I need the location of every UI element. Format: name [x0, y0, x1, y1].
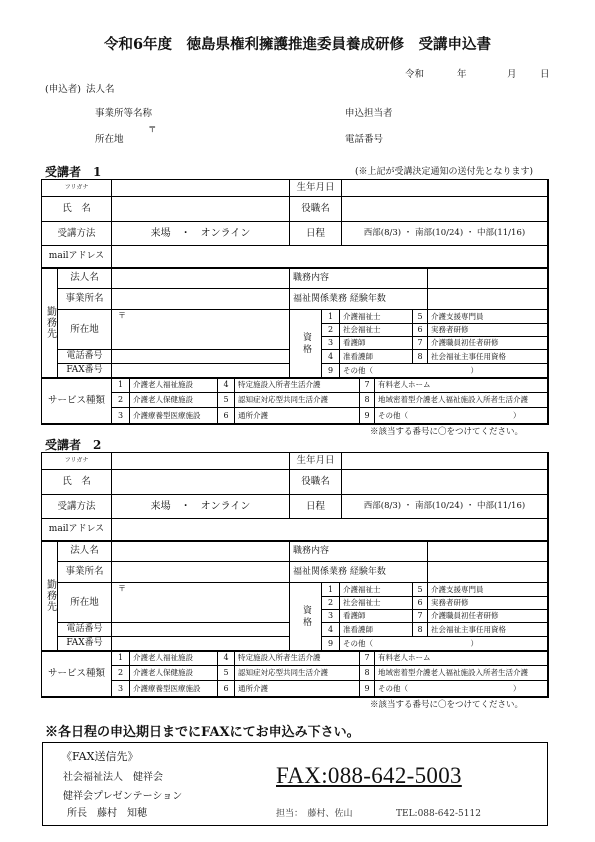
position-label: 役職名	[290, 197, 342, 222]
service-name: 認知症対応型共同生活介護	[235, 666, 360, 681]
qualification-label	[290, 310, 322, 378]
birthdate-label: 生年月日	[290, 180, 342, 197]
service-name: 介護老人保健施設	[130, 393, 218, 408]
service-number[interactable]: 2	[112, 666, 130, 681]
birthdate-field[interactable]	[342, 453, 548, 470]
fax-box-header: 《FAX送信先》	[61, 750, 139, 763]
job-duties-field[interactable]	[428, 268, 548, 289]
fax-number: FAX:088-642-5003	[276, 763, 462, 788]
service-name: 通所介護	[235, 681, 360, 697]
date-month: 月	[507, 69, 517, 80]
fax-contact-persons: 担当： 藤村、佐山	[276, 809, 353, 819]
service-name: 介護老人保健施設	[130, 666, 218, 681]
position-label: 役職名	[290, 470, 342, 495]
attendance-method-label: 受講方法	[42, 495, 112, 519]
qualification-name: 社会福祉士	[340, 324, 413, 337]
section-divider	[42, 650, 548, 652]
postal-mark: 〒	[118, 584, 126, 593]
fax-label: FAX番号	[58, 364, 112, 378]
experience-years-field[interactable]	[428, 289, 548, 310]
qualification-name: 看護師	[340, 337, 413, 350]
applicant-address-label: 所在地	[95, 134, 124, 145]
trainee-block-2	[0, 436, 595, 709]
qualification-number[interactable]: 5	[413, 310, 428, 324]
section-divider	[42, 377, 548, 379]
attendance-method-options[interactable]: 来場 ・ オンライン	[112, 495, 290, 519]
name-label: 氏 名	[42, 197, 112, 222]
qualification-number[interactable]: 4	[322, 350, 340, 364]
mail-label: mailアドレス	[42, 246, 112, 268]
qualification-name: 社会福祉士	[340, 597, 413, 610]
experience-years-label: 福祉関係業務 経験年数	[290, 562, 428, 583]
qualification-number[interactable]: 9	[322, 637, 340, 651]
service-number[interactable]: 3	[112, 408, 130, 424]
office-label: 事業所名	[58, 289, 112, 310]
position-field[interactable]	[342, 470, 548, 495]
service-type-label: サービス種類	[42, 378, 112, 424]
name-label: 氏 名	[42, 470, 112, 495]
service-number[interactable]: 5	[218, 393, 235, 408]
name-field[interactable]	[112, 197, 290, 222]
qualification-label	[290, 583, 322, 651]
service-name: 介護老人福祉施設	[130, 378, 218, 393]
circle-instruction-note: ※該当する番号に〇をつけてください。	[370, 427, 524, 437]
service-number[interactable]: 9	[360, 681, 375, 697]
address-label: 所在地	[58, 310, 112, 350]
job-duties-label: 職務内容	[290, 541, 428, 562]
furigana-label: フリガナ	[42, 453, 112, 470]
birthdate-field[interactable]	[342, 180, 548, 197]
fax-director: 所長 藤村 知穂	[67, 808, 147, 819]
page-title: 令和6年度 徳島県権利擁護推進委員養成研修 受講申込書	[103, 36, 492, 53]
fax-destination-box	[42, 742, 548, 826]
mail-label: mailアドレス	[42, 519, 112, 541]
qualification-name: 社会福祉主事任用資格	[428, 350, 548, 364]
schedule-label: 日程	[290, 495, 342, 519]
service-name: 介護老人福祉施設	[130, 651, 218, 666]
qualification-name: 看護師	[340, 610, 413, 623]
service-other[interactable]: その他（ ）	[375, 681, 548, 697]
address-field[interactable]	[112, 310, 290, 350]
corporation-field[interactable]	[112, 541, 290, 562]
job-duties-label: 職務内容	[290, 268, 428, 289]
name-field[interactable]	[112, 470, 290, 495]
service-number[interactable]: 7	[360, 378, 375, 393]
phone-field[interactable]	[112, 623, 290, 637]
corporation-label: 法人名	[58, 541, 112, 562]
qualification-name: 准看護師	[340, 350, 413, 364]
qualification-number[interactable]: 3	[322, 610, 340, 623]
service-name: 介護療養型医療施設	[130, 681, 218, 697]
fax-field[interactable]	[112, 364, 290, 378]
phone-label: 電話番号	[58, 350, 112, 364]
qualification-number[interactable]: 8	[413, 350, 428, 364]
qualification-name: 介護職員初任者研修	[428, 610, 548, 623]
notification-address-note: (※上記が受講決定通知の送付先となります)	[355, 167, 534, 177]
office-field[interactable]	[112, 562, 290, 583]
qualification-label-text: 資格	[301, 604, 311, 629]
service-other[interactable]: その他（ ）	[375, 408, 548, 424]
corporation-label: 法人名	[58, 268, 112, 289]
service-name: 特定施設入所者生活介護	[235, 378, 360, 393]
service-number[interactable]: 7	[360, 651, 375, 666]
qualification-name: 介護支援専門員	[428, 583, 548, 597]
service-number[interactable]: 1	[112, 651, 130, 666]
experience-years-label: 福祉関係業務 経験年数	[290, 289, 428, 310]
service-name: 通所介護	[235, 408, 360, 424]
trainee-table	[42, 453, 548, 697]
furigana-field[interactable]	[112, 180, 290, 197]
qualification-other[interactable]: その他（ ）	[340, 637, 548, 651]
workplace-label-text: 勤務先	[44, 579, 56, 612]
qualification-number[interactable]: 1	[322, 310, 340, 324]
service-number[interactable]: 8	[360, 666, 375, 681]
mail-field[interactable]	[112, 246, 548, 268]
circle-instruction-note: ※該当する番号に〇をつけてください。	[370, 700, 524, 710]
schedule-label: 日程	[290, 222, 342, 246]
qualification-number[interactable]: 2	[322, 597, 340, 610]
qualification-name: 実務者研修	[428, 324, 548, 337]
phone-field[interactable]	[112, 350, 290, 364]
service-name: 認知症対応型共同生活介護	[235, 393, 360, 408]
qualification-other[interactable]: その他（ ）	[340, 364, 548, 378]
qualification-name: 実務者研修	[428, 597, 548, 610]
qualification-number[interactable]: 5	[413, 583, 428, 597]
fax-department: 健祥会プレゼンテーション	[63, 791, 183, 802]
mail-field[interactable]	[112, 519, 548, 541]
qualification-name: 社会福祉主事任用資格	[428, 623, 548, 637]
office-field[interactable]	[112, 289, 290, 310]
trainee-table	[42, 180, 548, 424]
service-name: 介護療養型医療施設	[130, 408, 218, 424]
birthdate-label: 生年月日	[290, 453, 342, 470]
section-divider	[42, 540, 548, 542]
service-number[interactable]: 4	[218, 651, 235, 666]
qualification-number[interactable]: 6	[413, 597, 428, 610]
address-label: 所在地	[58, 583, 112, 623]
attendance-method-label: 受講方法	[42, 222, 112, 246]
qualification-name: 准看護師	[340, 623, 413, 637]
fax-deadline-note: ※各日程の申込期日までにFAXにてお申込み下さい。	[45, 725, 360, 740]
postal-mark: 〒	[148, 125, 157, 135]
trainee-heading: 受講者 1	[45, 165, 102, 179]
workplace-label	[42, 541, 58, 651]
service-number[interactable]: 5	[218, 666, 235, 681]
qualification-label-text: 資格	[301, 331, 311, 356]
position-field[interactable]	[342, 197, 548, 222]
service-number[interactable]: 6	[218, 681, 235, 697]
applicant-office-label: 事業所等名称	[95, 108, 153, 119]
schedule-options[interactable]: 西部(8/3) ・ 南部(10/24) ・ 中部(11/16)	[342, 222, 548, 246]
trainee-block-1	[0, 163, 595, 436]
date-era: 令和	[405, 69, 425, 80]
service-name: 地域密着型介護老人福祉施設入所者生活介護	[375, 393, 548, 408]
qualification-number[interactable]: 6	[413, 324, 428, 337]
fax-tel-number: TEL:088-642-5112	[396, 809, 481, 819]
service-number[interactable]: 2	[112, 393, 130, 408]
service-name: 有料老人ホーム	[375, 651, 548, 666]
fax-organization: 社会福祉法人 健祥会	[63, 772, 163, 783]
qualification-number[interactable]: 9	[322, 364, 340, 378]
phone-label: 電話番号	[58, 623, 112, 637]
service-number[interactable]: 1	[112, 378, 130, 393]
qualification-number[interactable]: 7	[413, 610, 428, 623]
date-year: 年	[457, 69, 467, 80]
qualification-number[interactable]: 2	[322, 324, 340, 337]
workplace-label-text: 勤務先	[44, 306, 56, 339]
schedule-options[interactable]: 西部(8/3) ・ 南部(10/24) ・ 中部(11/16)	[342, 495, 548, 519]
qualification-number[interactable]: 4	[322, 623, 340, 637]
postal-mark: 〒	[118, 311, 126, 320]
service-name: 有料老人ホーム	[375, 378, 548, 393]
qualification-number[interactable]: 3	[322, 337, 340, 350]
service-number[interactable]: 4	[218, 378, 235, 393]
qualification-number[interactable]: 1	[322, 583, 340, 597]
qualification-number[interactable]: 8	[413, 623, 428, 637]
office-label: 事業所名	[58, 562, 112, 583]
qualification-name: 介護支援専門員	[428, 310, 548, 324]
job-duties-field[interactable]	[428, 541, 548, 562]
service-number[interactable]: 3	[112, 681, 130, 697]
trainee-heading: 受講者 2	[45, 438, 102, 452]
qualification-name: 介護福祉士	[340, 310, 413, 324]
service-name: 地域密着型介護老人福祉施設入所者生活介護	[375, 666, 548, 681]
applicant-prefix: (申込者)	[45, 84, 81, 95]
date-day: 日	[540, 69, 550, 80]
address-field[interactable]	[112, 583, 290, 623]
section-divider	[42, 267, 548, 269]
corporation-field[interactable]	[112, 268, 290, 289]
qualification-name: 介護職員初任者研修	[428, 337, 548, 350]
fax-label: FAX番号	[58, 637, 112, 651]
service-number[interactable]: 6	[218, 408, 235, 424]
furigana-label: フリガナ	[42, 180, 112, 197]
service-name: 特定施設入所者生活介護	[235, 651, 360, 666]
fax-field[interactable]	[112, 637, 290, 651]
applicant-corporation-label: 法人名	[86, 84, 115, 95]
service-number[interactable]: 9	[360, 408, 375, 424]
applicant-contact-label: 申込担当者	[345, 108, 393, 119]
qualification-number[interactable]: 7	[413, 337, 428, 350]
workplace-label	[42, 268, 58, 378]
service-number[interactable]: 8	[360, 393, 375, 408]
attendance-method-options[interactable]: 来場 ・ オンライン	[112, 222, 290, 246]
qualification-name: 介護福祉士	[340, 583, 413, 597]
applicant-phone-label: 電話番号	[345, 134, 384, 145]
furigana-field[interactable]	[112, 453, 290, 470]
service-type-label: サービス種類	[42, 651, 112, 697]
experience-years-field[interactable]	[428, 562, 548, 583]
